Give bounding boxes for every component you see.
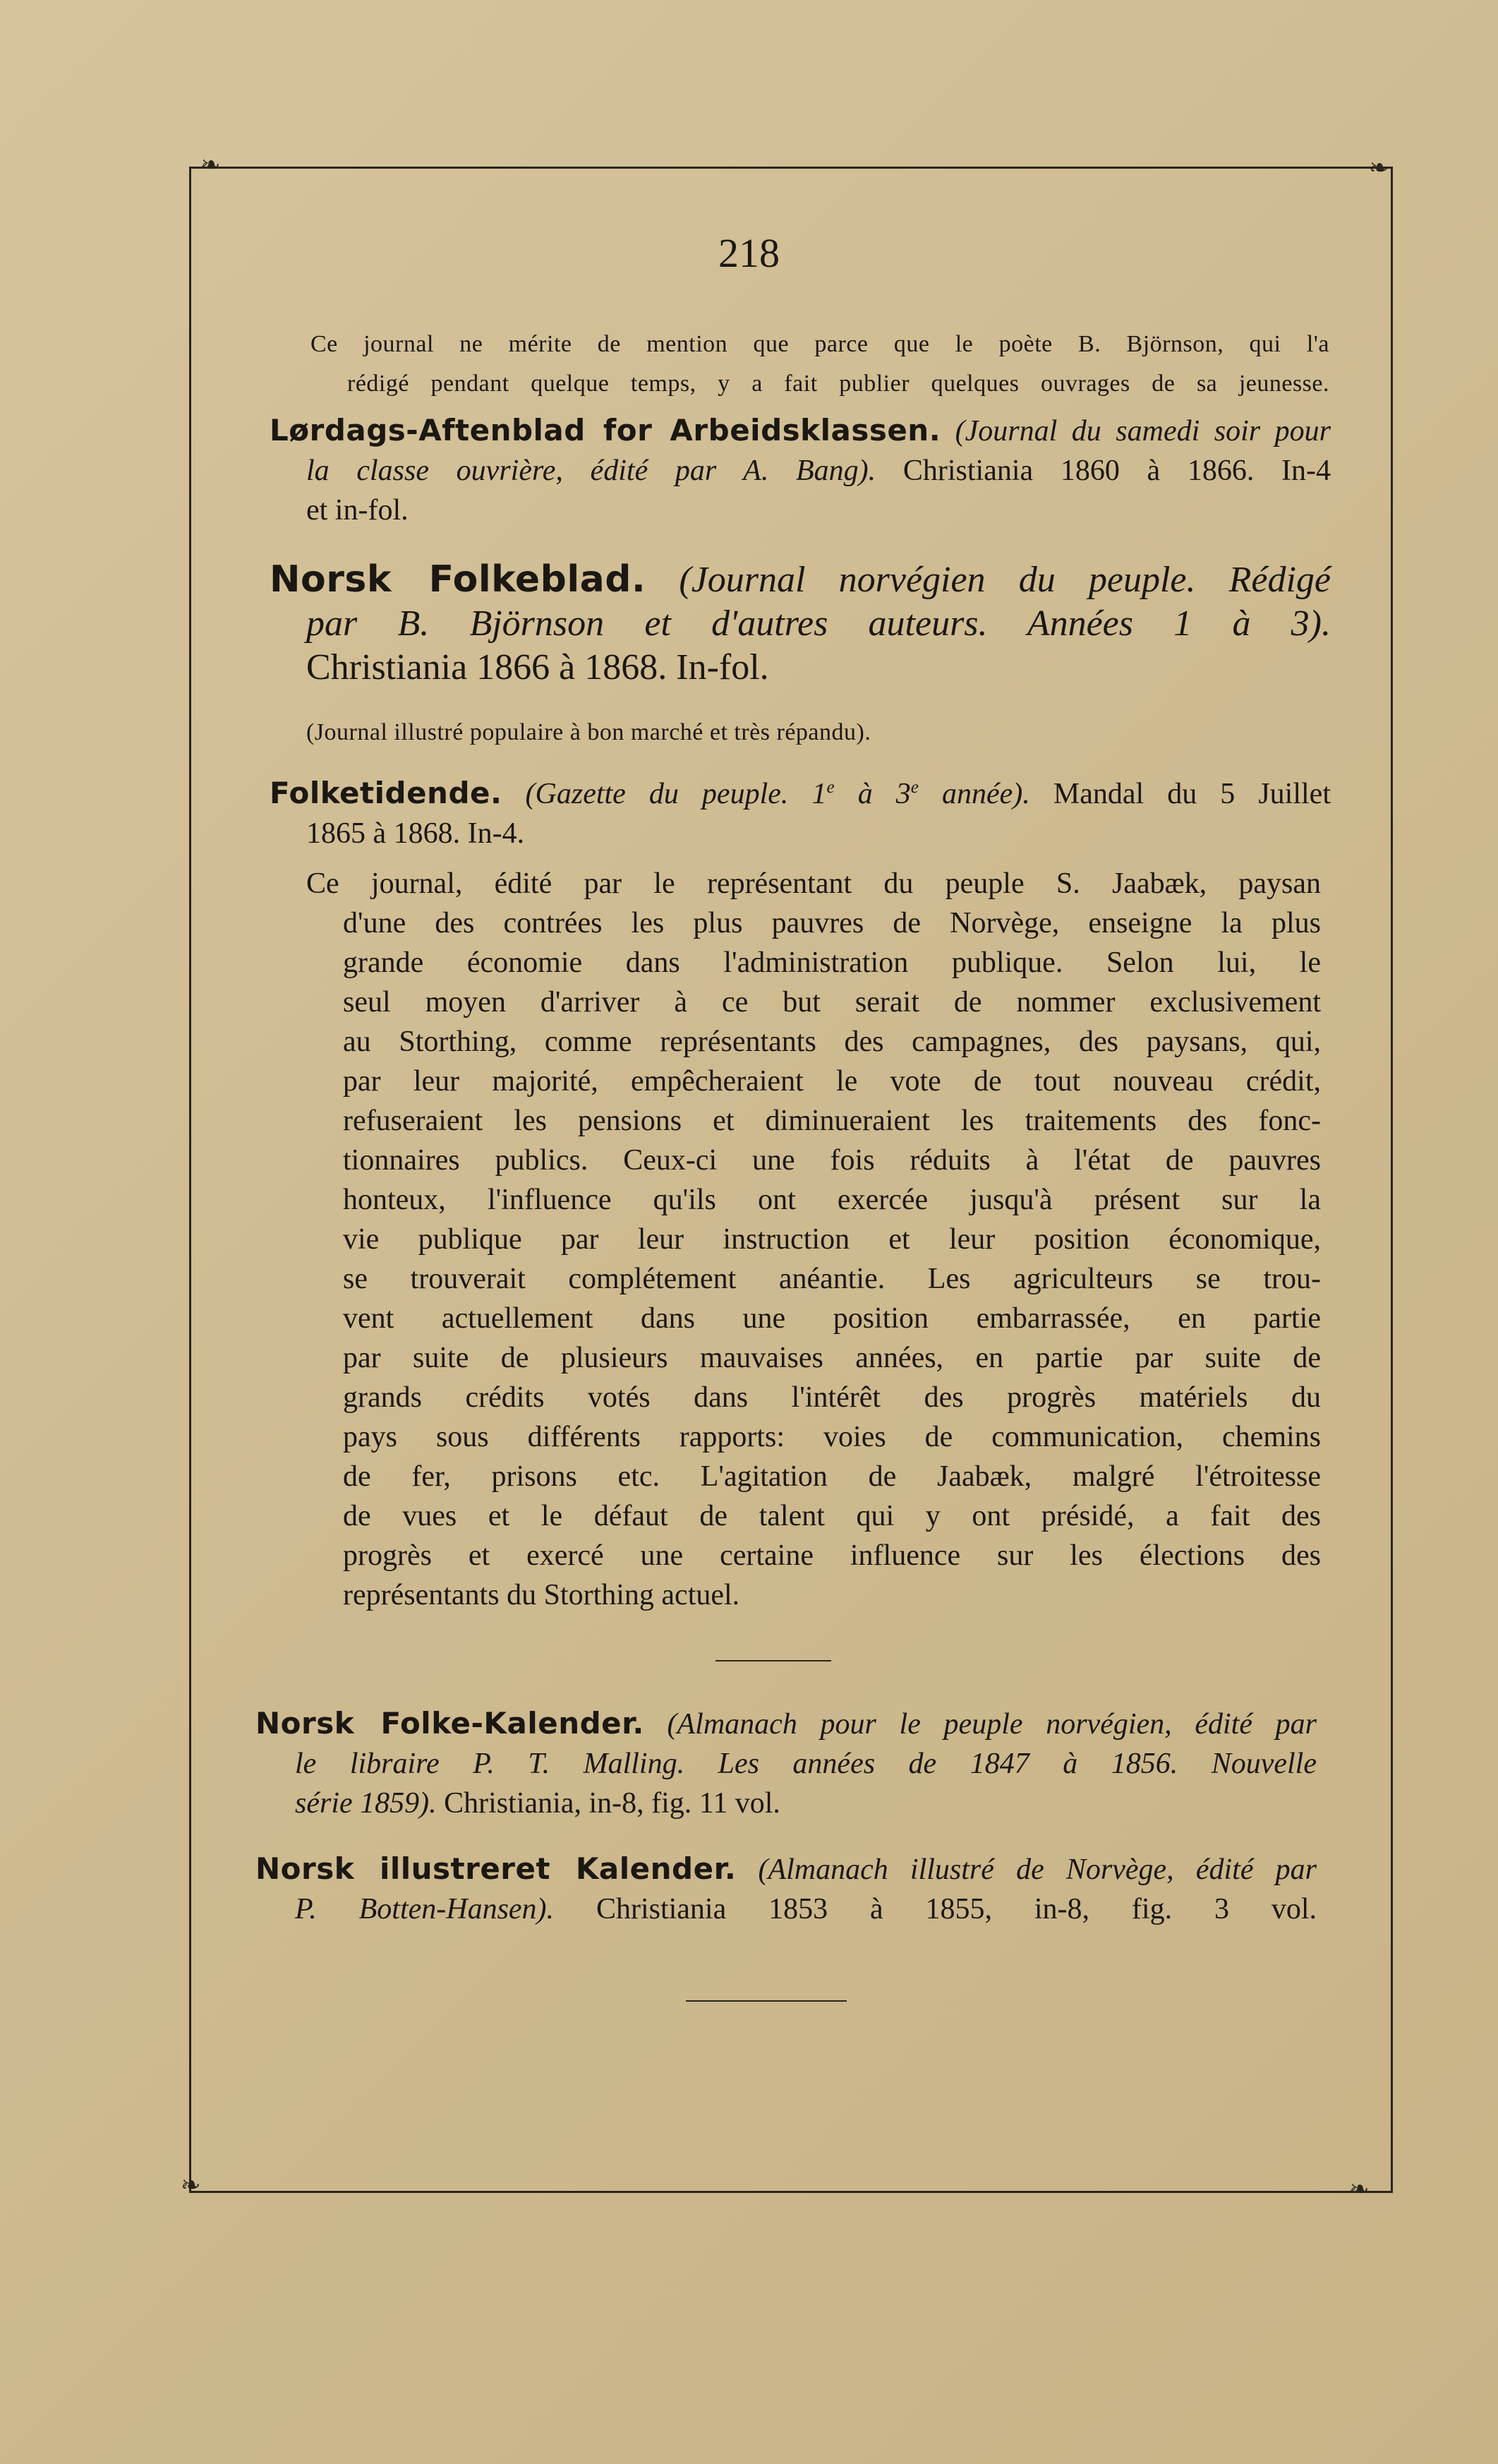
paragraph-line: grands crédits votés dans l'intérêt des progrès matériels du [343,1381,1321,1414]
intro-note-line-2: rédigé pendant quelque temps, y a fait publier quelques ouvrages de sa jeunesse. [347,371,1329,397]
entry-title: Lørdags-Aftenblad for Arbeidsklassen. [270,413,941,447]
entry-lordags-aftenblad [270,411,1331,530]
end-rule [686,2000,847,2002]
paragraph-line: honteux, l'influence qu'ils ont exercée jusqu'à présent sur la [343,1184,1321,1216]
entry-title: Folketidende. [270,776,502,810]
corner-ornament-top-right: ❧ [1369,155,1389,181]
entry-publication: Christiania 1866 à 1868. In-fol. [306,647,769,687]
corner-ornament-bottom-right: ❧ [1349,2177,1370,2203]
entry-publication: Christiania 1860 à 1866. In-4 [902,455,1331,487]
entry-description-end: série 1859). [295,1787,437,1820]
entry-description-cont: la classe ouvrière, édité par A. Bang). [306,455,876,487]
entry-description: (Journal du samedi soir pour [955,415,1331,447]
entry-norsk-illustreret-kalender [255,1849,1317,1929]
paragraph-line: refuseraient les pensions et diminueraient les traitements des fonc- [343,1105,1321,1137]
entry-description: (Almanach pour le peuple norvégien, édité par [667,1708,1317,1741]
corner-ornament-bottom-left: ❧ [181,2172,201,2199]
paragraph-line: d'une des contrées les plus pauvres de Norvège, enseigne la plus [343,907,1321,939]
page-number: 218 [718,230,780,276]
paragraph-line: par suite de plusieurs mauvaises années, en partie par suite de [343,1342,1321,1374]
entry-publication-cont: et in-fol. [306,494,409,527]
entry-description-cont: par B. Björnson et d'autres auteurs. Années 1 à 3). [306,603,1331,644]
paragraph-line: par leur majorité, empêcheraient le vote de tout nouveau crédit, [343,1065,1321,1098]
paragraph-line: se trouverait complétement anéantie. Les agriculteurs se trou- [343,1263,1321,1295]
entry-publication: Christiania 1853 à 1855, in-8, fig. 3 vol. [596,1893,1317,1925]
entry-publication: Christiania, in-8, fig. 11 vol. [444,1787,780,1820]
paragraph-line: grande économie dans l'administration publique. Selon lui, le [343,946,1321,979]
entry-publication: Mandal du 5 Juillet [1053,778,1331,810]
paragraph-line: au Storthing, comme représentants des campagnes, des paysans, qui, [343,1026,1321,1058]
paragraph-line: tionnaires publics. Ceux-ci une fois réduits à l'état de pauvres [343,1144,1321,1177]
paragraph-line: progrès et exercé une certaine influence sur les élections des [343,1539,1321,1572]
entry-description-cont: P. Botten-Hansen). [295,1893,555,1925]
entry-title: Norsk Folkeblad. [270,558,646,601]
paragraph-line: vent actuellement dans une position embarrassée, en partie [343,1302,1321,1335]
entry-description: (Journal norvégien du peuple. Rédigé [679,560,1331,600]
entry-title: Norsk illustreret Kalender. [255,1851,737,1886]
section-divider [715,1660,831,1661]
intro-note [310,325,1329,404]
folketidende-description-paragraph [306,864,1321,1615]
paragraph-line: vie publique par leur instruction et leur position économique, [343,1223,1321,1256]
entry-publication-cont: 1865 à 1868. In-4. [306,817,525,850]
paragraph-line: pays sous différents rapports: voies de communication, chemins [343,1421,1321,1453]
paragraph-line: représentants du Storthing actuel. [343,1579,740,1611]
paragraph-line: seul moyen d'arriver à ce but serait de nommer exclusivement [343,986,1321,1018]
corner-ornament-top-left: ❧ [200,152,221,179]
paragraph-line: Ce journal, édité par le représentant du peuple S. Jaabæk, paysan [306,867,1321,900]
intro-note-line-1: Ce journal ne mérite de mention que parce que le poète B. Björnson, qui l'a [310,331,1329,357]
paragraph-line: de fer, prisons etc. L'agitation de Jaabæk, malgré l'étroitesse [343,1460,1321,1493]
paragraph-line: de vues et le défaut de talent qui y ont présidé, a fait des [343,1500,1321,1532]
entry-title: Norsk Folke-Kalender. [255,1706,644,1741]
entry-description: (Gazette du peuple. 1e à 3e année). [525,778,1030,810]
entry-norsk-folke-kalender [255,1704,1317,1823]
entry-folketidende [270,768,1331,853]
entry-norsk-folkeblad [270,558,1331,690]
entry-description: (Almanach illustré de Norvège, édité par [758,1853,1317,1886]
entry-description-cont: le libraire P. T. Malling. Les années de 1847 à 1856. Nouvelle [295,1748,1317,1780]
entry-norsk-folkeblad-note: (Journal illustré populaire à bon marché et très répandu). [306,719,871,745]
